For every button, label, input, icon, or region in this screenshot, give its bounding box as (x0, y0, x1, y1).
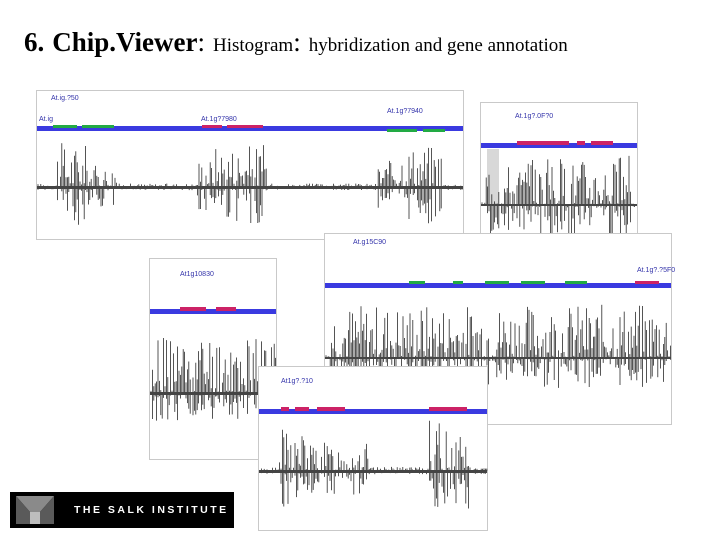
histogram-axis (325, 357, 671, 359)
histogram-bars (151, 338, 276, 421)
exon (53, 125, 77, 128)
gene-label: At.ig (39, 116, 54, 123)
page-title (24, 22, 568, 59)
exon (521, 281, 545, 284)
gene-label: At1g10830 (180, 271, 214, 278)
histogram-bars (482, 156, 636, 245)
exon-group (517, 141, 613, 145)
exon (216, 307, 236, 311)
exon (295, 407, 309, 411)
title-number: 6. (24, 27, 45, 57)
title-app-name: Chip.Viewer (52, 27, 198, 57)
exon (429, 407, 467, 411)
gene-label: At.1g?.?5F0 (637, 267, 676, 274)
salk-institute-logo (10, 492, 234, 528)
exon (317, 407, 345, 411)
exon (202, 125, 222, 128)
gene-label: At.1g?.0F?0 (515, 113, 554, 120)
histogram-axis (37, 186, 463, 189)
title-subtitle-a: Histogram (213, 35, 294, 56)
gene-label: At.ig.?50 (51, 95, 79, 102)
logo-text: THE SALK INSTITUTE (74, 504, 229, 516)
exon (227, 125, 263, 128)
exon (635, 281, 659, 284)
exon (180, 307, 206, 311)
title-colon: : (197, 27, 205, 57)
exon (423, 129, 445, 132)
title-subtitle-b: hybridization and gene annotation (308, 35, 568, 56)
histogram-panel-1[interactable] (36, 90, 464, 240)
chromosome-track (150, 309, 276, 314)
histogram-axis (481, 204, 637, 206)
exon (409, 281, 425, 284)
exon (485, 281, 509, 284)
title-colon-2: : (293, 27, 301, 57)
exon (453, 281, 463, 284)
exon (82, 125, 114, 128)
histogram-plot-5 (259, 367, 487, 530)
exon (577, 141, 585, 145)
salk-emblem-icon (10, 492, 60, 528)
exon (281, 407, 289, 411)
gene-label: At.g15C90 (353, 239, 387, 246)
histogram-panel-5[interactable] (258, 366, 488, 531)
exon (565, 281, 587, 284)
histogram-panel-2[interactable] (480, 102, 638, 236)
histogram-bars (260, 421, 487, 509)
gene-label: At.1g?7980 (201, 116, 237, 123)
histogram-axis (259, 470, 487, 473)
gene-label: At.1g?7940 (387, 108, 423, 115)
histogram-bars (38, 143, 462, 225)
exon (387, 129, 417, 132)
exon (517, 141, 569, 145)
exon (591, 141, 613, 145)
histogram-plot-1 (37, 91, 463, 239)
histogram-plot-2 (481, 103, 637, 235)
gene-label: At1g?.?10 (281, 378, 313, 385)
